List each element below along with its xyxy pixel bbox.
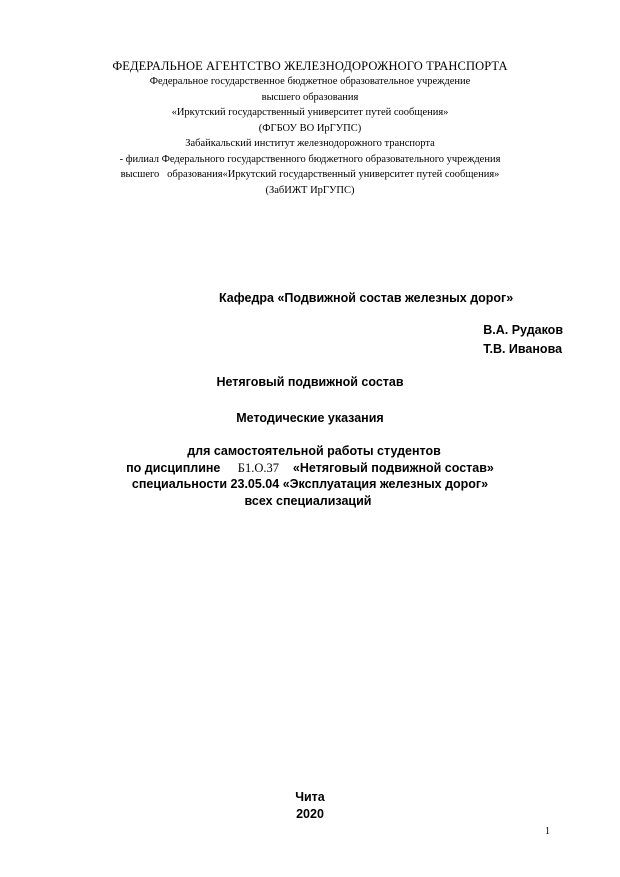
header-line-6: - филиал Федерального государственного бюджетного образовательного учреждения bbox=[119, 153, 501, 165]
page-number: 1 bbox=[545, 826, 550, 837]
agency-name: ФЕДЕРАЛЬНОЕ АГЕНТСТВО ЖЕЛЕЗНОДОРОЖНОГО ТРАНСПОРТА bbox=[112, 59, 508, 73]
purpose-block bbox=[0, 443, 620, 509]
header-line-2: высшего образования bbox=[261, 91, 359, 103]
city: Чита bbox=[295, 790, 325, 804]
document-title: Нетяговый подвижной состав bbox=[216, 375, 404, 389]
discipline-name: «Нетяговый подвижной состав» bbox=[292, 460, 494, 475]
header-line-3: «Иркутский государственный университет путей сообщения» bbox=[171, 107, 449, 118]
year: 2020 bbox=[296, 807, 324, 821]
document-subtitle: Методические указания bbox=[236, 411, 384, 425]
header-line-1: Федеральное государственное бюджетное образовательное учреждение bbox=[149, 76, 471, 87]
author-1: В.А. Рудаков bbox=[483, 323, 563, 337]
authors-block bbox=[483, 321, 563, 359]
header-line-8: (ЗабИЖТ ИрГУПС) bbox=[265, 184, 355, 196]
discipline-prefix: по дисциплине bbox=[126, 460, 221, 475]
purpose-line-4: всех специализаций bbox=[244, 493, 372, 508]
city-year-block bbox=[0, 789, 620, 823]
purpose-line-1: для самостоятельной работы студентов bbox=[187, 444, 441, 458]
header-line-7: высшего образования«Иркутский государственный университет путей сообщения» bbox=[120, 169, 500, 180]
institution-header bbox=[0, 58, 620, 198]
department-name: Кафедра «Подвижной состав железных дорог» bbox=[219, 291, 514, 305]
discipline-code: Б1.О.37 bbox=[237, 460, 279, 475]
purpose-line-2 bbox=[0, 460, 620, 477]
author-2: Т.В. Иванова bbox=[483, 342, 563, 356]
purpose-line-3: специальности 23.05.04 «Эксплуатация железных дорог» bbox=[131, 477, 489, 491]
header-line-4: (ФГБОУ ВО ИрГУПС) bbox=[258, 122, 362, 134]
header-line-5: Забайкальский институт железнодорожного транспорта bbox=[185, 138, 435, 149]
